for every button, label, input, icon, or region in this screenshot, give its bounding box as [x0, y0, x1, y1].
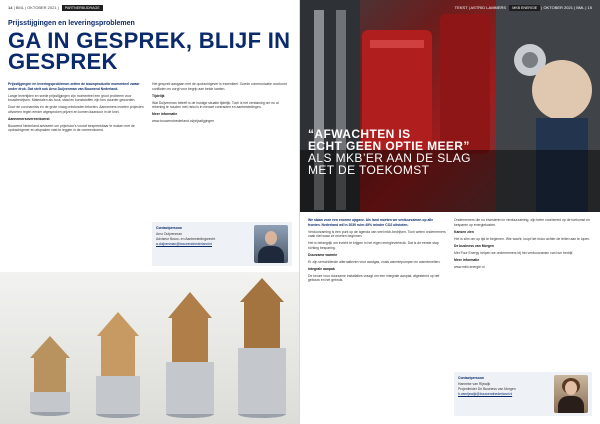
right-page: [300, 0, 600, 424]
header-page-info: | OKTOBER 2021 | BML | 15: [541, 5, 592, 10]
contact-name: Hanneke van Rijswijk: [458, 382, 491, 386]
body-paragraph: Bouwend Nederland adviseert om prijsrisico's vooraf bespreekbaar te maken met de opdrachtgever en afspraken vast te leggen in de overeenkomst.: [8, 123, 135, 132]
right-column-2: [454, 218, 592, 272]
contact-photo: [254, 225, 288, 263]
page-number: 14: [8, 5, 13, 10]
subheading: Duurzame warmte: [308, 252, 338, 257]
header-meta: TEKST | ASTRID LAMMERS: [454, 5, 507, 10]
body-paragraph: Met Four Energy helpen we ondernemers bij het verduurzamen van hun bedrijf.: [454, 250, 574, 255]
contact-email[interactable]: h.vanrijswijk@bouwendnederland.nl: [458, 392, 513, 396]
subheading: Integrale aanpak: [308, 266, 335, 271]
contact-photo: [554, 375, 588, 413]
subheading: Tijdelijk: [152, 93, 165, 98]
section-tag: PARTNERBIJDRAGE: [62, 5, 103, 11]
subheading: Aannemersovereenkomst: [8, 116, 50, 121]
left-column-2: [152, 82, 292, 126]
body-paragraph: Wat Duijvenman betreft is de huidige situatie tijdelijk. Toch is het verstandig om nu al rekening te houden met risico's in nieuwe contracten en aanbestedingen.: [152, 100, 279, 109]
body-paragraph: Het is slim om op tijd te beginnen. Wie wacht, loopt het risico achter de feiten aan te lopen.: [454, 236, 591, 241]
left-column-1: [8, 82, 144, 135]
header-meta: | BML | OKTOBER 2021 |: [13, 5, 59, 10]
article-headline: GA IN GESPREK, BLIJF IN GESPREK: [8, 28, 291, 74]
info-link[interactable]: www.mkb-energie.nl: [454, 264, 485, 269]
houses-illustration: [0, 272, 300, 424]
contact-label: Contactpersoon: [156, 226, 182, 230]
quote-line-1: “AFWACHTEN IS: [308, 127, 411, 141]
body-paragraph: Er zijn verschillende alternatieven voor aardgas, zoals warmtepompen en warmtenetten.: [308, 259, 441, 264]
left-page-header: [8, 5, 292, 13]
subheading: Meer informatie: [454, 257, 480, 262]
body-paragraph: Verduurzaming is een punt op de agenda van veel mkb-bedrijven. Toch weten ondernemers vaak niet waar ze moeten beginnen.: [308, 229, 446, 238]
body-paragraph: Het gesprek aangaan met de opdrachtgever is essentieel. Goede communicatie voorkomt conflicten en zorgt voor begrip aan beide kanten.: [152, 82, 287, 91]
pull-quote: [308, 128, 588, 176]
subheading: Kansen zien: [454, 229, 474, 234]
article-kicker: Prijsstijgingen en leveringsproblemen: [8, 20, 135, 27]
body-paragraph: Ondernemers die nu investeren in verduurzaming, zijn beter voorbereid op de toekomst en besparen op energiekosten.: [454, 218, 590, 227]
section-tag: MKB ENERGIE: [509, 5, 540, 11]
contact-email[interactable]: a.duijvenman@bouwendnederland.nl: [156, 242, 213, 246]
quote-line-3: ALS MKB’ER AAN DE SLAG: [308, 151, 471, 165]
quote-line-2: ECHT GEEN OPTIE MEER”: [308, 139, 470, 153]
lead-paragraph: Prijsstijgingen en leveringsproblemen zetten de bouwproductie momenteel zwaar onder druk. Dat stelt ook Arno Duijvenman van Bouwend Nederland.: [8, 82, 140, 91]
boiler-room-photo: [300, 0, 600, 212]
right-column-1: [308, 218, 446, 285]
body-paragraph: Door de coronacrisis en de grote vraag ontstonden tekorten. Aannemers moeten projecten uitvoeren tegen eerder afgesproken prijzen en komen daardoor in de knel.: [8, 105, 144, 114]
contact-name: Arno Duijvenman: [156, 232, 183, 236]
houses-coins-photo: [0, 272, 300, 424]
contact-role: Projectleider De Business van Morgen: [458, 387, 516, 391]
body-paragraph: Lange levertijden en snelle prijsstijgingen zijn momenteel een groot probleem voor bouwbedrijven. Materialen als hout, staal en kunststoffen zijn fors duurder geworden.: [8, 93, 136, 102]
pipes-illustration: [300, 0, 600, 212]
quote-line-4: MET DE TOEKOMST: [308, 163, 430, 177]
contact-role: Adviseur Bouw- en Aanbestedingsrecht: [156, 237, 216, 241]
contact-box: [454, 372, 592, 416]
lead-paragraph: We staan voor een enorme opgave. Als land moeten we verduurzamen op alle fronten. Nederland wil in 2030 ruim 49% minder CO2 uitstoten.: [308, 218, 434, 227]
contact-label: Contactpersoon: [458, 376, 484, 380]
right-page-header: [308, 5, 592, 13]
body-paragraph: De keuze voor duurzame installaties vraagt om een integrale aanpak, afgestemd op het gebouw en het gebruik.: [308, 273, 440, 282]
body-paragraph: Het is belangrijk om inzicht te krijgen in het eigen energieverbruik. Dat is de eerste stap richting besparing.: [308, 241, 439, 250]
subheading: De business van Morgen: [454, 243, 494, 248]
info-link[interactable]: www.bouwendnederland.nl/prijsstijgingen: [152, 119, 215, 123]
subheading: Meer informatie: [152, 112, 178, 116]
contact-box: [152, 222, 292, 266]
